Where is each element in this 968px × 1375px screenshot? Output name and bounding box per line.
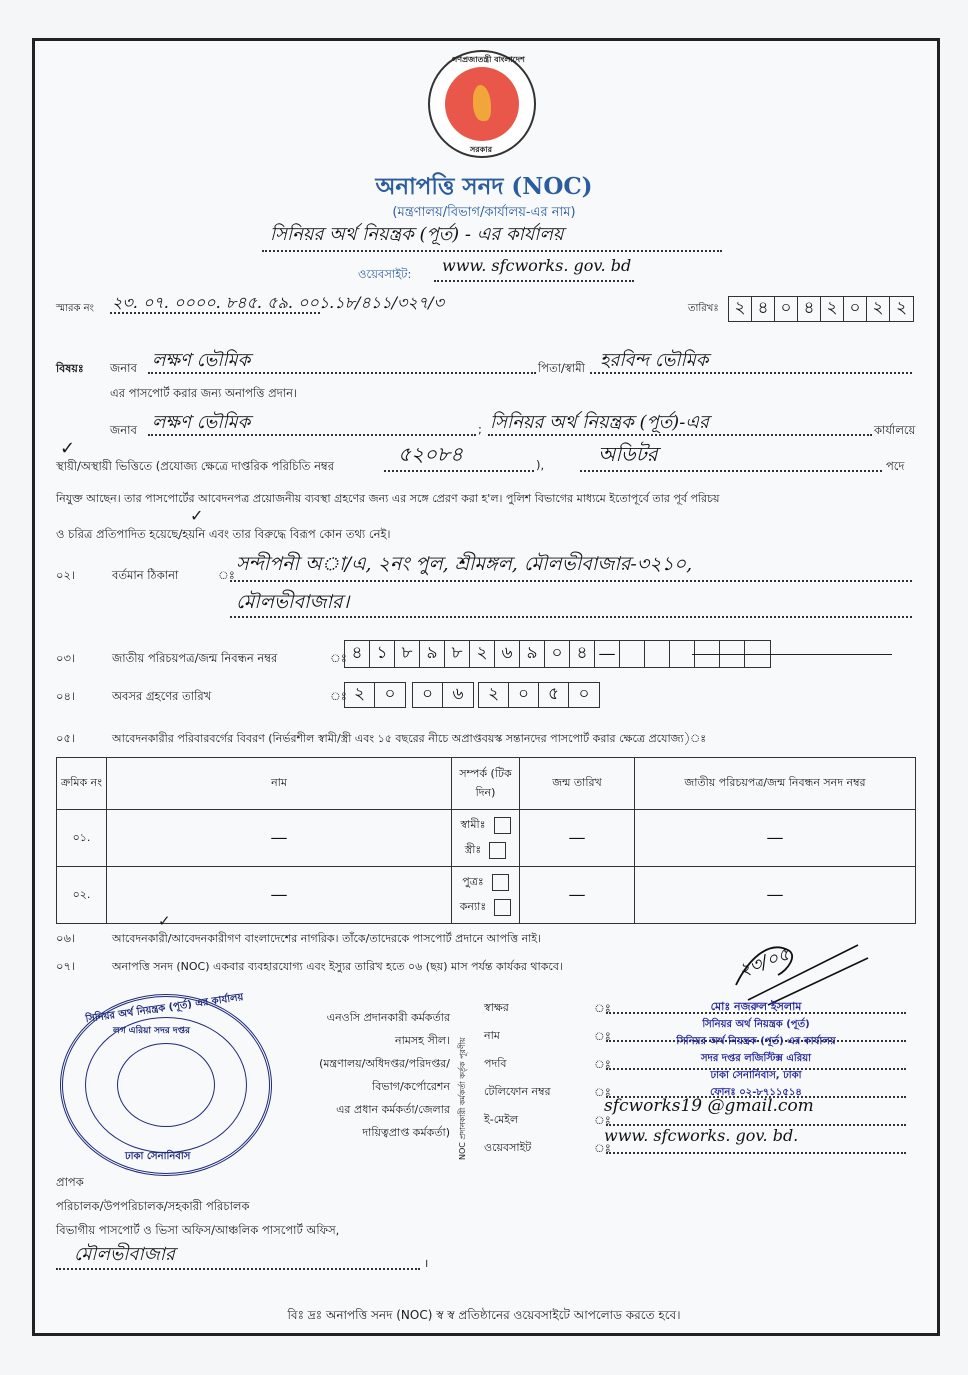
family-label: আবেদনকারীর পরিবারবর্গের বিবরণ (নির্ভরশীল স্বামী/স্ত্রী এবং ১৫ বছরের নীচে অপ্রাপ্তবয়স্ক সন্তানদের পাসপোর্ট করার ক্ষেত্রে প্রযোজ্য)ঃ — [112, 732, 707, 745]
relation-label: স্বামীঃ — [460, 818, 486, 831]
father-name-line — [590, 372, 912, 374]
date-digit: ২ — [867, 297, 890, 321]
officer-note-line: এর প্রধান কর্মকর্তা/জেলার — [336, 1103, 450, 1116]
retire-number: ০৪। — [56, 689, 76, 703]
family-table — [56, 757, 916, 924]
colon: ঃ — [594, 1085, 611, 1099]
col-dob: জন্ম তারিখ — [520, 758, 635, 810]
website-label: ওয়েবসাইট — [484, 1141, 532, 1154]
father-label: পিতা/স্বামী — [538, 361, 585, 375]
table-row — [57, 867, 916, 924]
address-label: বর্তমান ঠিকানা — [112, 568, 179, 582]
retire-digit: ০ — [578, 684, 590, 704]
colon: ঃ — [330, 689, 347, 703]
name-label: নাম — [484, 1029, 500, 1042]
designation-line — [580, 470, 882, 472]
col-serial: ক্রমিক নং — [57, 758, 107, 810]
date-label: তারিখঃ — [688, 303, 719, 314]
wife-checkbox[interactable] — [489, 842, 506, 859]
issue-date-boxes — [728, 296, 914, 322]
nid-digit: ১ — [370, 641, 395, 667]
row-relation — [452, 810, 520, 867]
colon: ঃ — [594, 1113, 611, 1127]
reference-number: ২৩. ০৭. ০০০০. ৮৪৫. ৫৯. ০০১.১৮/৪১১/৩২৭/৩ — [112, 293, 444, 312]
designation-label: পদবি — [484, 1057, 507, 1070]
signature-label: স্বাক্ষর — [484, 1001, 509, 1014]
retire-label: অবসর গ্রহণের তারিখ — [112, 689, 212, 703]
address-line2: মৌলভীবাজার। — [236, 591, 350, 613]
date-digit: ০ — [844, 297, 867, 321]
officer-note-line: বিভাগ/কর্পোরেশন — [372, 1080, 450, 1093]
applicant-name-line — [148, 372, 536, 374]
official-id-number: ৫২০৮৪ — [398, 442, 463, 466]
stamp-line: সিনিয়র অর্থ নিয়ন্ত্রক (পূর্ত) — [702, 1019, 810, 1030]
declaration-6: আবেদনকারী/আবেদনকারীগণ বাংলাদেশের নাগরিক। তাঁকে/তাদেরকে পাসপোর্ট প্রদানে আপত্তি নাই। — [112, 932, 542, 945]
office-name: সিনিয়র অর্থ নিয়ন্ত্রক (পূর্ত) - এর কার্যালয় — [270, 224, 564, 245]
close-paren: ), — [536, 458, 545, 472]
page-title: অনাপত্তি সনদ (NOC) — [375, 173, 593, 200]
row-name: — — [107, 810, 452, 867]
officer-note-line: (মন্ত্রণালয়/অধিদপ্তর/পরিদপ্তর/ — [319, 1057, 450, 1070]
officer-note-line: নামসহ সীল। — [395, 1034, 450, 1047]
family-number: ০৫। — [56, 731, 76, 745]
recipient-place: মৌলভীবাজার — [74, 1244, 175, 1265]
footer-note: বিঃ দ্রঃ অনাপত্তি সনদ (NOC) স্ব স্ব প্রতিষ্ঠানের ওয়েবসাইটে আপলোড করতে হবে। — [287, 1308, 681, 1322]
nid-digit — [620, 641, 645, 667]
checkmark-icon: ✓ — [158, 912, 171, 930]
emblem-red-disc — [445, 67, 519, 141]
body-para2: নিযুক্ত আছেন। তার পাসপোর্টের আবেদনপত্র প্রয়োজনীয় ব্যবস্থা গ্রহণের জন্য এর সঙ্গে প্রেরণ করা হ'ল। পুলিশ বিভাগের মাধ্যমে ইতোপূর্বে তার পূর্ব পরিচয় — [56, 492, 720, 505]
telephone-label: টেলিফোন নম্বর — [484, 1085, 551, 1098]
date-digit: ২ — [821, 297, 844, 321]
colon: ঃ — [594, 1029, 611, 1043]
website-label: ওয়েবসাইট: — [358, 267, 412, 281]
stamp-line: ঢাকা সেনানিবাস, ঢাকা — [710, 1070, 802, 1081]
recipient-line2: বিভাগীয় পাসপোর্ট ও ভিসা অফিস/আঞ্চলিক পাসপোর্ট অফিস, — [56, 1223, 340, 1237]
body-name-line — [148, 434, 476, 436]
retire-digit: ২ — [345, 683, 375, 707]
subject-line2: এর পাসপোর্ট করার জন্য অনাপত্তি প্রদান। — [110, 386, 298, 400]
body-applicant-name: লক্ষণ ভৌমিক — [152, 412, 251, 433]
office-suffix: কার্যালয়ে — [874, 423, 916, 437]
bangladesh-map-icon — [473, 85, 491, 121]
declaration-7-number: ০৭। — [56, 959, 76, 973]
retire-digit: ০ — [413, 683, 443, 707]
semicolon: ; — [478, 422, 482, 436]
retire-digit: ৬ — [452, 684, 464, 704]
seal-outer-text: সিনিয়র অর্থ নিয়ন্ত্রক (পূর্ত) এর কার্যালয় — [84, 991, 245, 1026]
stamp-line: মোঃ নজরুল ইসলাম — [710, 1000, 802, 1013]
retire-month-boxes — [412, 682, 474, 708]
date-digit: ৪ — [798, 297, 821, 321]
retire-digit: ০ — [384, 684, 396, 704]
husband-checkbox[interactable] — [494, 817, 511, 834]
website-value: www. sfcworks. gov. bd — [442, 256, 632, 275]
father-name: হরবিন্দ ভৌমিক — [600, 350, 709, 371]
recipient-label: প্রাপক — [56, 1175, 84, 1189]
checkmark-icon: ✓ — [190, 506, 204, 525]
emblem-bottom-text: সরকার — [470, 145, 493, 154]
colon: ঃ — [594, 1141, 611, 1155]
stamp-line: সদর দপ্তর লজিস্টিক্স এরিয়া — [700, 1053, 812, 1064]
relation-label: স্ত্রীঃ — [464, 843, 482, 856]
website-line — [434, 280, 634, 282]
recipient-line1: পরিচালক/উপপরিচালক/সহকারী পরিচালক — [56, 1199, 250, 1213]
nid-digit: ৯ — [420, 641, 445, 667]
retire-year-boxes — [478, 682, 600, 708]
declaration-6-number: ০৬। — [56, 931, 76, 945]
row-name: — — [107, 867, 452, 924]
nid-digit: ৮ — [445, 641, 470, 667]
date-digit: ০ — [775, 297, 798, 321]
declaration-7: অনাপত্তি সনদ (NOC) একবার ব্যবহারযোগ্য এবং ইস্যুর তারিখ হতে ০৬ (ছয়) মাস পর্যন্ত কার্যকর থাকবে। — [112, 960, 563, 973]
subject-janab: জনাব — [110, 361, 137, 375]
post-suffix: পদে — [886, 459, 905, 473]
nid-digit: ৬ — [495, 641, 520, 667]
address-line2-dots — [230, 616, 912, 618]
col-name: নাম — [107, 758, 452, 810]
official-id-line — [384, 470, 534, 472]
nid-digit: ০ — [545, 641, 570, 667]
row-dob: — — [520, 810, 635, 867]
body-para3: ও চরিত্র প্রতিপাদিত হয়েছে/হয়নি এবং তার বিরুদ্ধে বিরূপ কোন তথ্য নেই। — [56, 527, 391, 541]
row-nid: — — [635, 867, 916, 924]
col-nid: জাতীয় পরিচয়পত্র/জন্ম নিবন্ধন সনদ নম্বর — [635, 758, 916, 810]
row-serial: ০২. — [57, 867, 107, 924]
reference-line — [110, 312, 320, 314]
row-dob: — — [520, 867, 635, 924]
table-header-row — [57, 758, 916, 810]
address-line1-dots — [230, 580, 912, 582]
signature-date: ২৩/০৫ — [735, 943, 793, 982]
nid-label: জাতীয় পরিচয়পত্র/জন্ম নিবন্ধন নম্বর — [112, 651, 278, 665]
row-serial: ০১. — [57, 810, 107, 867]
body-janab: জনাব — [110, 423, 137, 437]
subject-label: বিষয়ঃ — [56, 362, 84, 375]
officer-stamp — [606, 998, 906, 1102]
retire-digit: ২ — [479, 683, 509, 707]
vertical-note: NOC প্রদানকারী কর্মকর্তা কর্তৃক পূরণীয় — [458, 1037, 467, 1160]
nid-digit — [645, 641, 670, 667]
colon: ঃ — [330, 651, 347, 665]
nid-digit: ৯ — [520, 641, 545, 667]
government-emblem — [428, 50, 536, 158]
date-digit: ২ — [895, 298, 908, 318]
daughter-checkbox[interactable] — [494, 899, 511, 916]
officer-left-block — [232, 1006, 450, 1144]
retire-digit: ০ — [509, 683, 539, 707]
address-number: ০২। — [56, 568, 76, 582]
colon: ঃ — [594, 1057, 611, 1071]
reference-label: স্মারক নং — [56, 303, 94, 314]
colon: ঃ — [594, 1001, 611, 1015]
address-line1: সন্দীপনী অা/এ, ২নং পুল, শ্রীমঙ্গল, মৌলভীবাজার-৩২১০, — [236, 553, 693, 575]
date-digit: ৪ — [752, 297, 775, 321]
email-label: ই-মেইল — [484, 1113, 519, 1126]
relation-label: কন্যাঃ — [459, 900, 487, 913]
retire-digit: ৫ — [539, 683, 569, 707]
retire-day-boxes — [344, 682, 406, 708]
emblem-top-text: গণপ্রজাতন্ত্রী বাংলাদেশ — [452, 55, 525, 64]
seal-inner-ring — [117, 1043, 215, 1127]
body-office: সিনিয়র অর্থ নিয়ন্ত্রক (পূর্ত)-এর — [490, 412, 709, 433]
relation-label: পুত্রঃ — [462, 875, 484, 888]
applicant-name: লক্ষণ ভৌমিক — [152, 350, 251, 371]
body-office-line — [488, 434, 872, 436]
permanent-text: স্থায়ী/অস্থায়ী ভিত্তিতে (প্রযোজ্য ক্ষেত্রে দাপ্তরিক পরিচিতি নম্বর — [56, 459, 335, 473]
table-row — [57, 810, 916, 867]
nid-strike-line — [692, 654, 892, 655]
officer-website: www. sfcworks. gov. bd. — [604, 1126, 799, 1145]
checkmark-icon: ✓ — [60, 438, 76, 459]
row-nid: — — [635, 810, 916, 867]
son-checkbox[interactable] — [492, 874, 509, 891]
officer-note-line: এনওসি প্রদানকারী কর্মকর্তার — [326, 1011, 450, 1024]
designation: অডিটর — [598, 442, 658, 466]
officer-email: sfcworks19 @gmail.com — [604, 1096, 814, 1116]
nid-digit: ৪ — [345, 641, 370, 667]
office-name-line — [262, 250, 722, 252]
nid-number-label-no: ০৩। — [56, 651, 76, 665]
nid-digit: ৮ — [395, 641, 420, 667]
col-relation: সম্পর্ক (টিক দিন) — [452, 758, 520, 810]
recipient-end: । — [424, 1256, 429, 1270]
stamp-line: সিনিয়র অর্থ নিয়ন্ত্রক (পূর্ত) এর কার্যালয় — [676, 1036, 836, 1047]
seal-bottom-text: ঢাকা সেনানিবাস — [125, 1151, 191, 1162]
page-subtitle: (মন্ত্রণালয়/বিভাগ/কার্যালয়-এর নাম) — [392, 205, 576, 220]
nid-digit: ২ — [470, 641, 495, 667]
nid-digit: — — [595, 641, 620, 667]
stamp-line: ফোনঃ ০২-৮৭১১৫১৪ — [710, 1087, 802, 1098]
officer-field-labels — [484, 994, 551, 1162]
row-relation — [452, 867, 520, 924]
nid-digit: ৪ — [570, 641, 595, 667]
colon: ঃ — [218, 568, 235, 582]
seal-inner-text: লগ এরিয়া সদর দপ্তর — [113, 1026, 190, 1036]
officer-note-line: দায়িত্বপ্রাপ্ত কর্মকর্তা) — [362, 1126, 450, 1139]
date-digit: ২ — [729, 297, 752, 321]
recipient-place-line — [56, 1268, 420, 1270]
website-line — [606, 1152, 906, 1154]
